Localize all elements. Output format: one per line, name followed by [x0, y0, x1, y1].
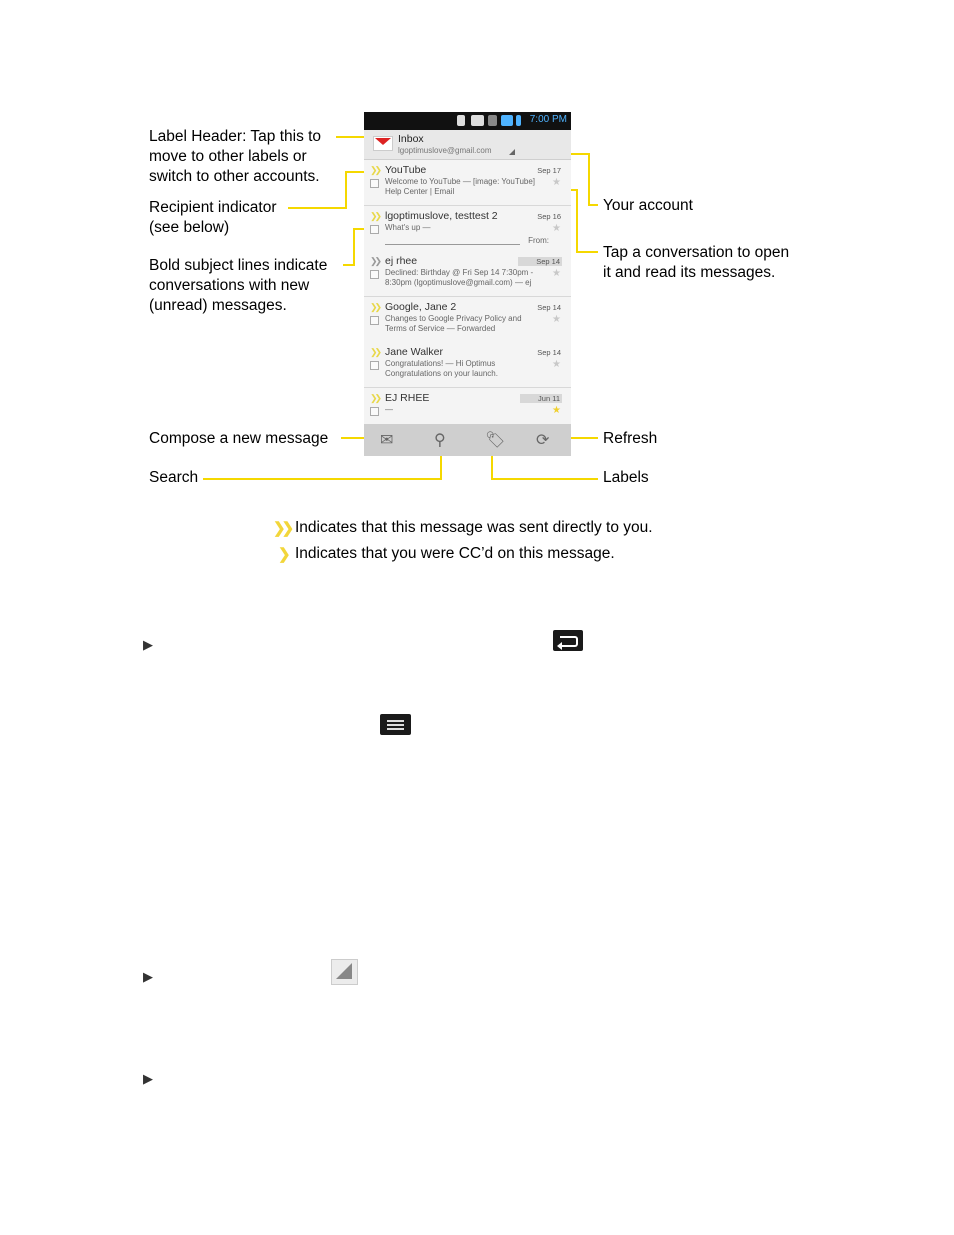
row-sender: EJ RHEE [385, 392, 430, 404]
conversation-row[interactable] [364, 251, 571, 297]
star-icon[interactable]: ★ [552, 359, 561, 370]
row-sender: ej rhee [385, 255, 418, 267]
search-icon[interactable]: ⚲ [434, 432, 446, 449]
leader-tap-end [576, 251, 598, 253]
row-date: Sep 16 [537, 212, 561, 221]
row-checkbox[interactable] [370, 179, 379, 188]
account-dropdown-icon[interactable] [509, 149, 515, 155]
header-title: Inbox [398, 133, 424, 145]
callout-tap-conversation: Tap a conversation to open it and read its messages. [603, 244, 790, 281]
leader-labels-v [491, 455, 493, 480]
callout-your-account: Your account [603, 197, 693, 214]
network-4g-icon [488, 115, 497, 126]
leader-recipient-v [345, 171, 347, 209]
cc-recipient-legend-icon: ❯ [278, 546, 287, 563]
row-date: Sep 14 [537, 303, 561, 312]
leader-tap-v [576, 189, 578, 252]
battery-icon [516, 115, 521, 126]
row-from: From: [528, 236, 549, 245]
row-snippet: What's up — [385, 223, 431, 232]
bullet: ▶ [143, 1071, 153, 1086]
row-date: Jun 11 [520, 394, 562, 403]
cc-recipient-icon: ❯❯ [370, 256, 380, 266]
conversation-row[interactable] [364, 160, 571, 206]
row-snippet: Congratulations! — Hi Optimus Congratulations on your launch. [385, 359, 498, 378]
row-divider-line [385, 244, 520, 245]
callout-refresh: Refresh [603, 430, 658, 447]
callout-label-header: Label Header: Tap this to move to other labels or switch to other accounts. [149, 128, 322, 185]
status-time: 7:00 PM [529, 114, 567, 125]
row-checkbox[interactable] [370, 316, 379, 325]
callout-search: Search [149, 469, 199, 486]
bullet: ▶ [143, 969, 153, 984]
legend-direct: Indicates that this message was sent directly to you. [295, 519, 653, 536]
leader-recipient-h [288, 207, 346, 209]
conversation-row[interactable] [364, 342, 571, 388]
conversation-row[interactable] [364, 388, 571, 424]
gmail-icon [373, 136, 393, 151]
leader-account-end [588, 204, 598, 206]
star-icon[interactable]: ★ [552, 177, 561, 188]
row-sender: YouTube [385, 164, 427, 176]
label-header[interactable] [364, 130, 571, 160]
row-date: Sep 14 [537, 348, 561, 357]
row-snippet: Welcome to YouTube — [image: YouTube] Help Center | Email [385, 177, 536, 196]
phone-screen [364, 112, 571, 456]
direct-recipient-icon: ❯❯ [370, 393, 380, 403]
account-triangle-icon [331, 959, 358, 985]
callout-compose: Compose a new message [149, 430, 329, 447]
bullet: ▶ [143, 637, 153, 652]
row-checkbox[interactable] [370, 361, 379, 370]
back-key-icon [553, 630, 583, 651]
row-snippet: Changes to Google Privacy Policy and Terms of Service — Forwarded [385, 314, 522, 333]
bluetooth-icon [457, 115, 465, 126]
direct-recipient-icon: ❯❯ [370, 347, 380, 357]
direct-recipient-icon: ❯❯ [370, 211, 380, 221]
nfc-icon [471, 115, 484, 126]
leader-search-v [440, 455, 442, 480]
status-bar [364, 112, 571, 130]
direct-recipient-icon: ❯❯ [370, 165, 380, 175]
star-icon[interactable]: ★ [552, 268, 561, 279]
row-checkbox[interactable] [370, 225, 379, 234]
refresh-icon[interactable]: ⟳ [536, 432, 550, 449]
conversation-row[interactable] [364, 206, 571, 252]
menu-line [387, 728, 404, 730]
conversation-row[interactable] [364, 297, 571, 343]
row-sender: Jane Walker [385, 346, 443, 358]
labels-icon[interactable]: 🏷 [485, 432, 506, 449]
leader-labels-h [491, 478, 598, 480]
compose-icon[interactable]: ✉ [380, 432, 394, 449]
legend-cc: Indicates that you were CC’d on this message. [295, 545, 615, 562]
menu-line [387, 724, 404, 726]
row-sender: Google, Jane 2 [385, 301, 457, 313]
row-date: Sep 17 [537, 166, 561, 175]
leader-bold-v [353, 228, 355, 266]
direct-recipient-legend-icon: ❯❯ [273, 520, 291, 537]
row-sender: lgoptimuslove, testtest 2 [385, 210, 498, 222]
bottom-action-bar [364, 424, 571, 456]
callout-labels: Labels [603, 469, 649, 486]
star-icon[interactable]: ★ [552, 314, 561, 325]
leader-search-h [203, 478, 442, 480]
row-checkbox[interactable] [370, 407, 379, 416]
star-icon[interactable]: ★ [552, 223, 561, 234]
star-icon[interactable]: ★ [552, 405, 561, 416]
menu-line [387, 720, 404, 722]
row-date: Sep 14 [518, 257, 562, 266]
row-checkbox[interactable] [370, 270, 379, 279]
direct-recipient-icon: ❯❯ [370, 302, 380, 312]
header-account: lgoptimuslove@gmail.com [398, 146, 492, 155]
signal-icon [501, 115, 513, 126]
row-snippet: — [385, 405, 393, 414]
menu-key-icon [380, 714, 411, 735]
callout-recipient-indicator: Recipient indicator (see below) [149, 199, 277, 236]
callout-bold-subject: Bold subject lines indicate conversations with new (unread) messages. [149, 257, 328, 314]
leader-account-v [588, 153, 590, 205]
row-snippet: Declined: Birthday @ Fri Sep 14 7:30pm - 8:30pm (lgoptimuslove@gmail.com) — ej [385, 268, 534, 287]
